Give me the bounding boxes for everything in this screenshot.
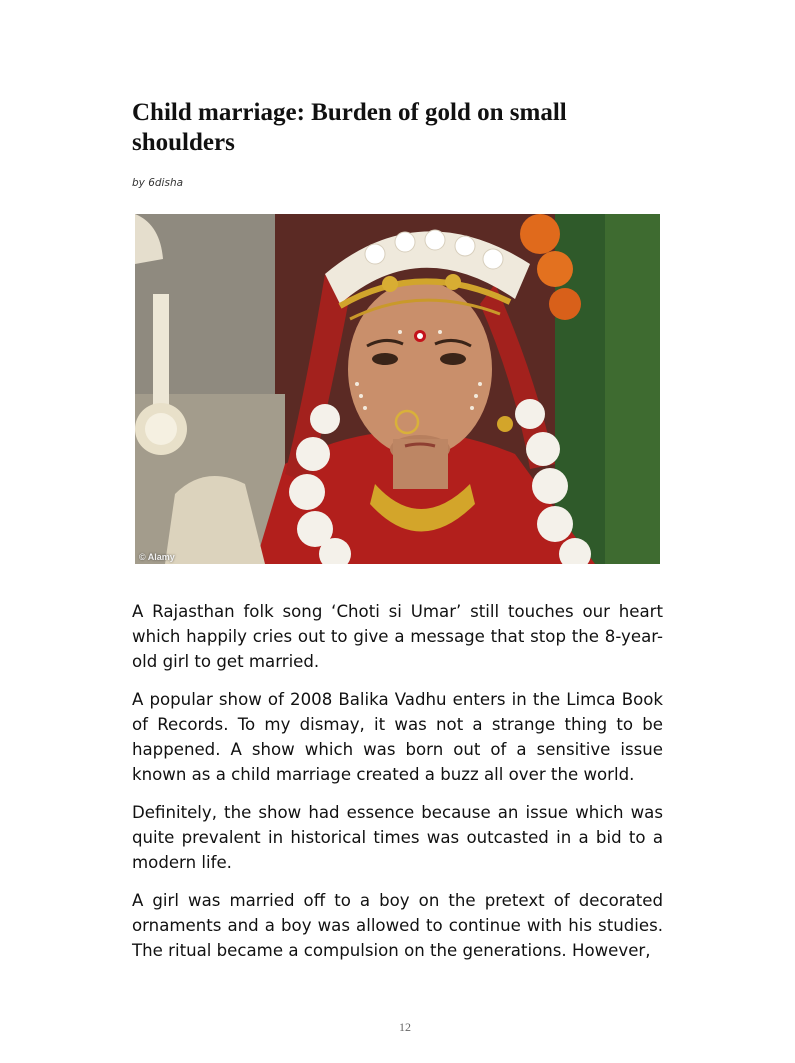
paragraph: A popular show of 2008 Balika Vadhu enters in the Limca Book of Records. To my dismay, it was not a strange thing to be happened. A show which was born out of a sensitive issue known as a child marriage created a buzz all over the world. bbox=[132, 690, 663, 784]
article-title: Child marriage: Burden of gold on small shoulders bbox=[132, 99, 567, 156]
article-body bbox=[132, 599, 663, 976]
article-photo bbox=[135, 214, 660, 564]
bride-illustration bbox=[135, 214, 660, 564]
article-byline: by 6disha bbox=[132, 177, 184, 189]
paragraph: Definitely, the show had essence because an issue which was quite prevalent in historical times was outcasted in a bid to a modern life. bbox=[132, 803, 663, 872]
photo-watermark: © Alamy bbox=[139, 552, 175, 562]
page-number: 12 bbox=[399, 1020, 411, 1034]
paragraph: A girl was married off to a boy on the pretext of decorated ornaments and a boy was allowed to continue with his studies. The ritual became a compulsion on the generations. However, bbox=[132, 891, 663, 960]
paragraph: A Rajasthan folk song ‘Choti si Umar’ still touches our heart which happily cries out to give a message that stop the 8-year-old girl to get married. bbox=[132, 602, 663, 671]
